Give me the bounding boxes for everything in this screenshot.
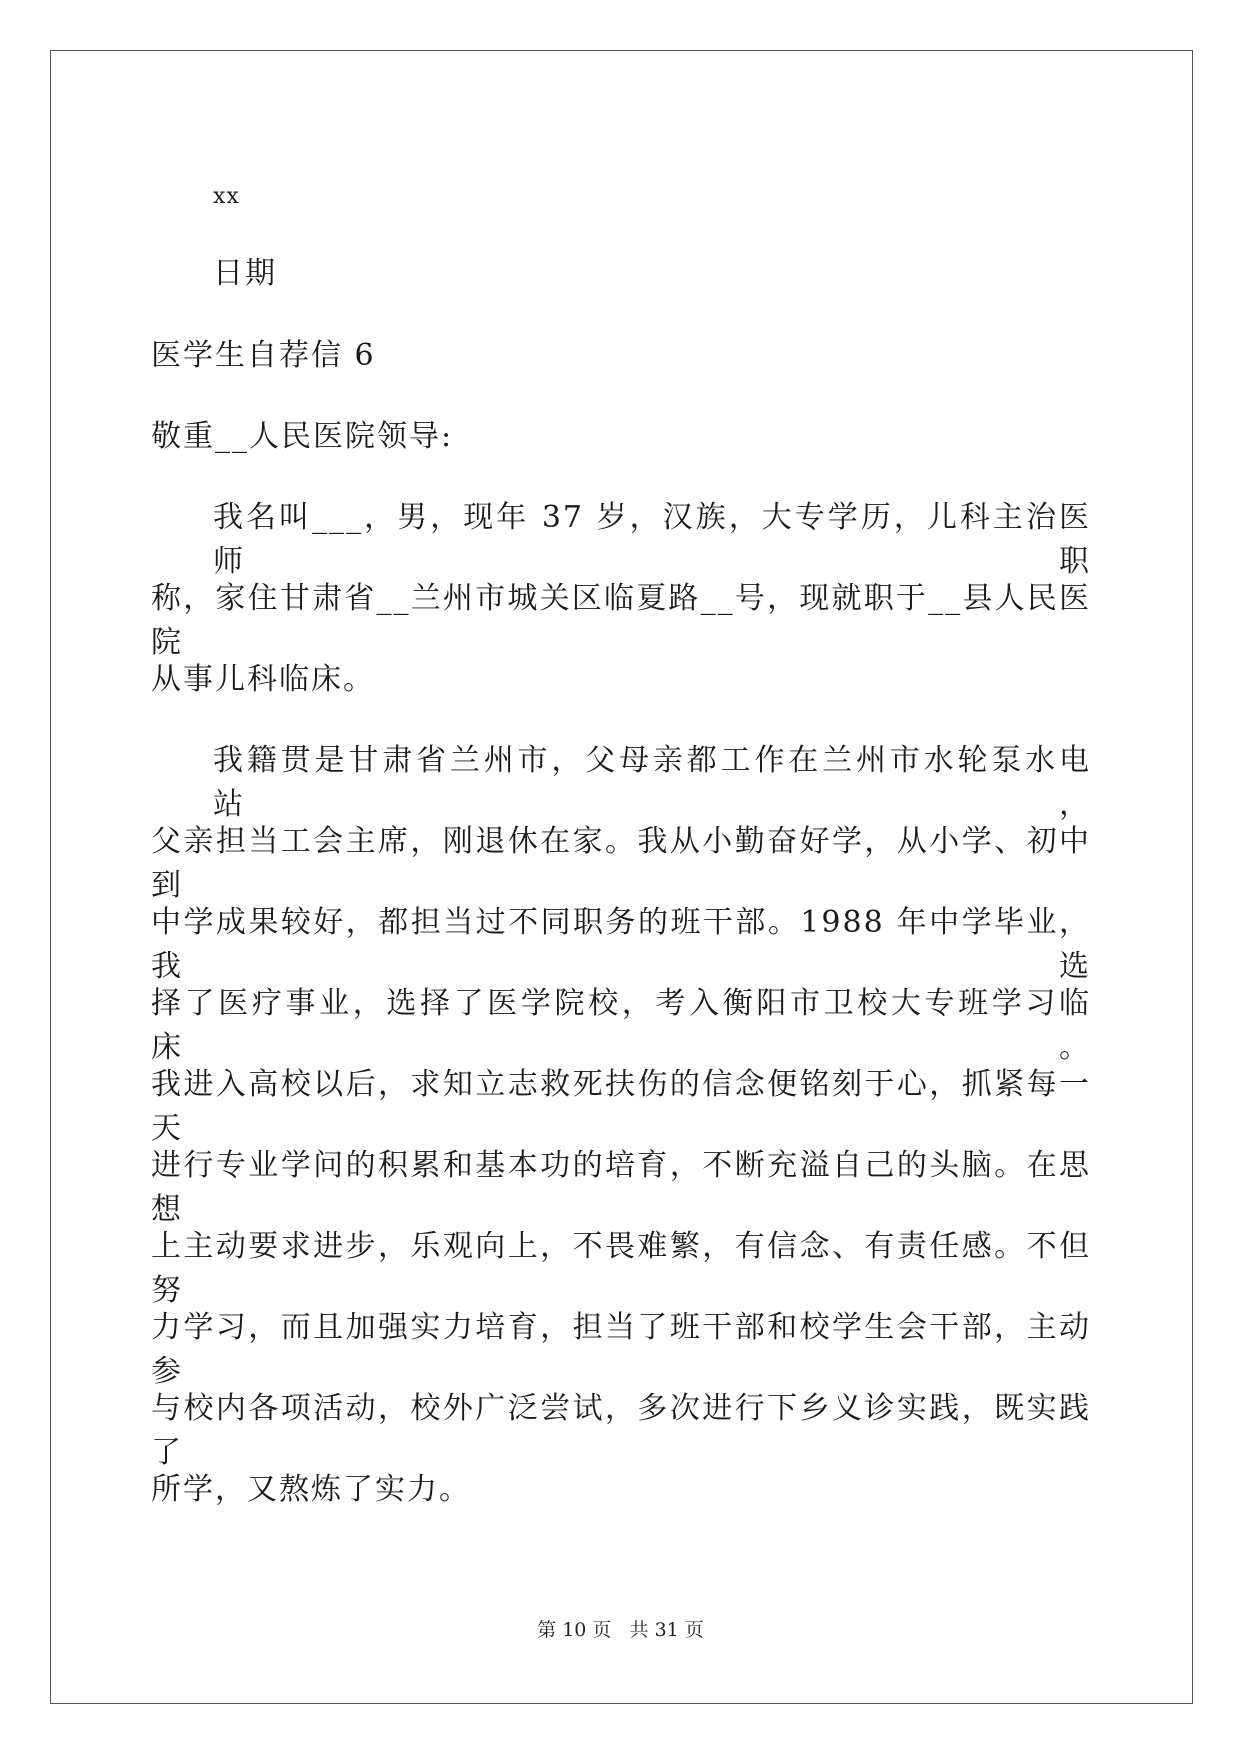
paragraph-line: 进行专业学问的积累和基本功的培育，不断充溢自己的头脑。在思想 <box>151 1148 1091 1227</box>
paragraph-line: 择了医疗事业，选择了医学院校，考入衡阳市卫校大专班学习临床。 <box>151 986 1091 1065</box>
paragraph-line: 从事儿科临床。 <box>151 662 375 697</box>
paragraph-line: 中学成果较好，都担当过不同职务的班干部。1988 年中学毕业，我选 <box>151 905 1091 984</box>
paragraph-line: 父亲担当工会主席，刚退休在家。我从小勤奋好学，从小学、初中到 <box>151 824 1091 903</box>
paragraph-line: 与校内各项活动，校外广泛尝试，多次进行下乡义诊实践，既实践了 <box>151 1391 1091 1470</box>
paragraph-line: 我名叫___，男，现年 37 岁，汉族，大专学历，儿科主治医师职 <box>213 500 1091 579</box>
signature-name: xx <box>213 184 240 209</box>
paragraph-line: 所学，又熬炼了实力。 <box>151 1472 471 1507</box>
paragraph-line: 力学习，而且加强实力培育，担当了班干部和校学生会干部，主动参 <box>151 1310 1091 1389</box>
paragraph-line: 上主动要求进步，乐观向上，不畏难繁，有信念、有责任感。不但努 <box>151 1229 1091 1308</box>
salutation: 敬重__人民医院领导: <box>151 419 454 454</box>
paragraph-line: 我籍贯是甘肃省兰州市，父母亲都工作在兰州市水轮泵水电站， <box>213 743 1091 822</box>
letter-title: 医学生自荐信 6 <box>151 338 376 373</box>
page-number-footer: 第 10 页 共 31 页 <box>537 1619 704 1641</box>
paragraph-line: 我进入高校以后，求知立志救死扶伤的信念便铭刻于心，抓紧每一天 <box>151 1067 1091 1146</box>
signature-date: 日期 <box>213 256 277 291</box>
paragraph-line: 称，家住甘肃省__兰州市城关区临夏路__号，现就职于__县人民医院 <box>151 581 1091 660</box>
